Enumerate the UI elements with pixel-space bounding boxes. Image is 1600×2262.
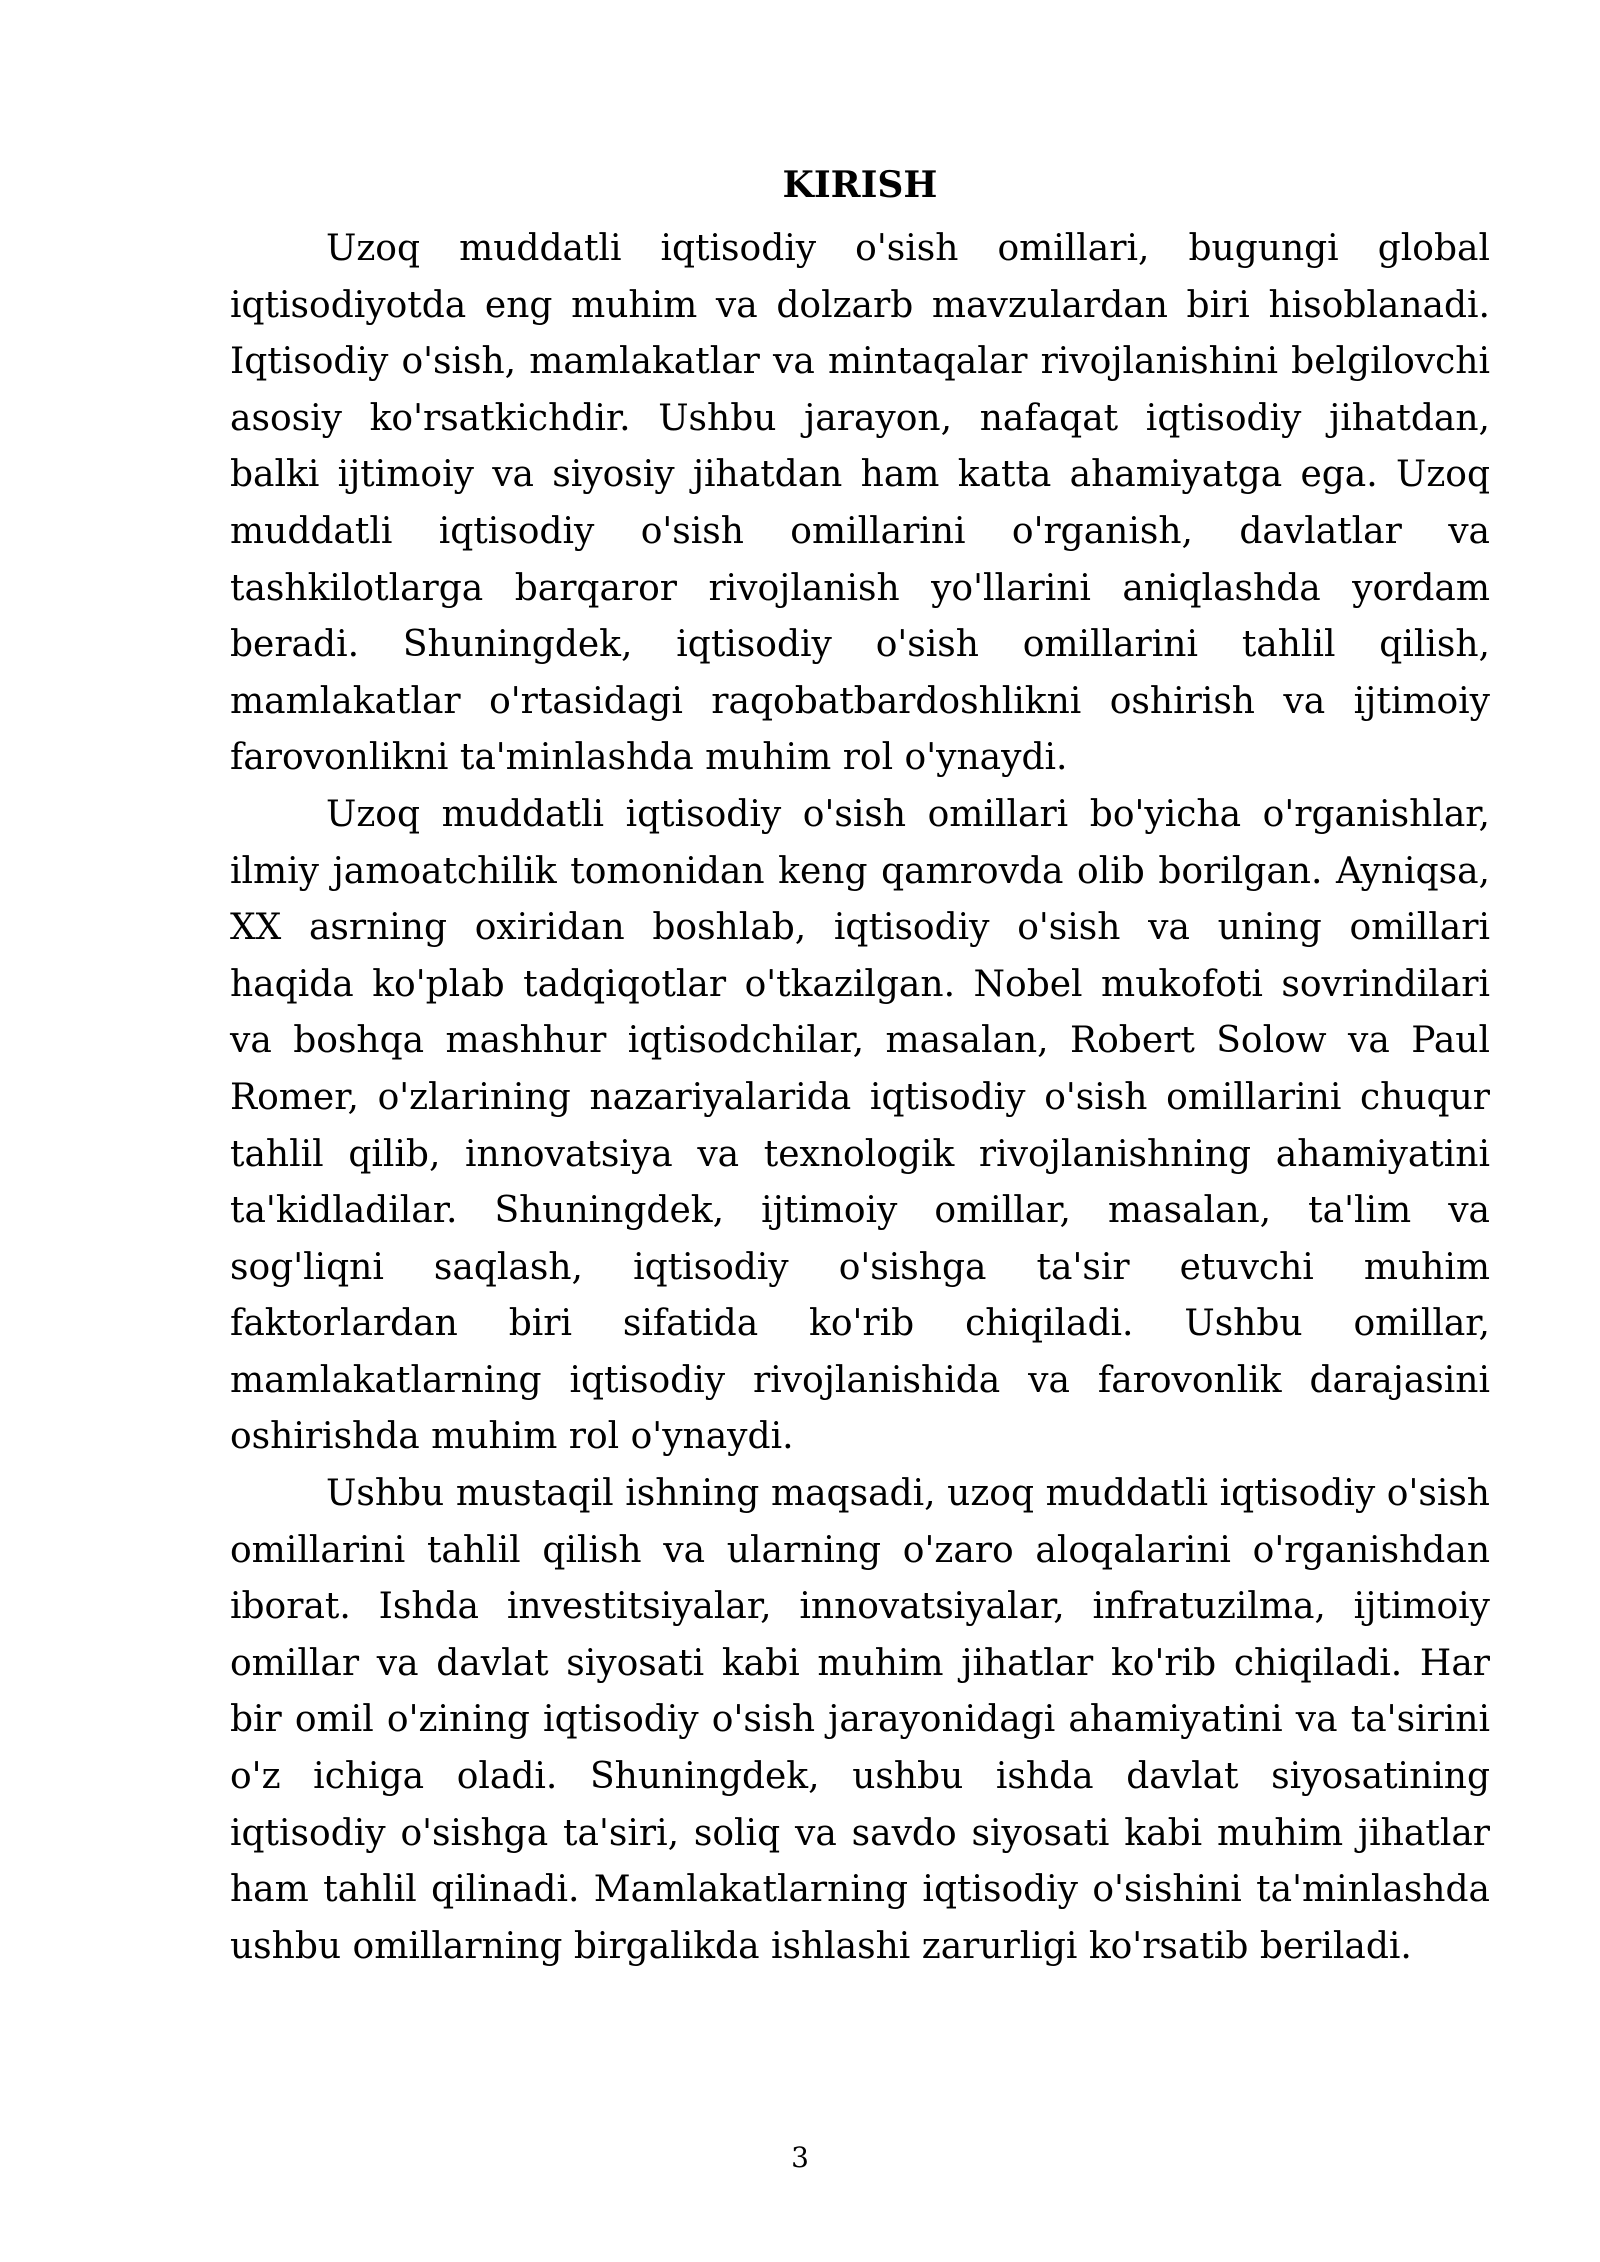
page-number: 3 [791, 2141, 809, 2174]
paragraph-1: Uzoq muddatli iqtisodiy o'sish omillari, bugungi global iqtisodiyotda eng muhim va dolzarb mavzulardan biri hisoblanadi. Iqtisodiy o'sish, mamlakatlar va mintaqalar rivojlanishini belgilovchi asosiy ko'rsatkichdir. Ushbu jarayon, nafaqat iqtisodiy jihatdan, balki ijtimoiy va siyosiy jihatdan ham katta ahamiyatga ega. Uzoq muddatli iqtisodiy o'sish omillarini o'rganish, davlatlar va tashkilotlarga barqaror rivojlanish yo'llarini aniqlashda yordam beradi. Shuningdek, iqtisodiy o'sish omillarini tahlil qilish, mamlakatlar o'rtasidagi raqobatbardoshlikni oshirish va ijtimoiy farovonlikni ta'minlashda muhim rol o'ynaydi. [230, 228, 1490, 779]
paragraph-3: Ushbu mustaqil ishning maqsadi, uzoq muddatli iqtisodiy o'sish omillarini tahlil qilish va ularning o'zaro aloqalarini o'rganishdan iborat. Ishda investitsiyalar, innovatsiyalar, infratuzilma, ijtimoiy omillar va davlat siyosati kabi muhim jihatlar ko'rib chiqiladi. Har bir omil o'zining iqtisodiy o'sish jarayonidagi ahamiyatini va ta'sirini o'z ichiga oladi. Shuningdek, ushbu ishda davlat siyosatining iqtisodiy o'sishga ta'siri, soliq va savdo siyosati kabi muhim jihatlar ham tahlil qilinadi. Mamlakatlarning iqtisodiy o'sishini ta'minlashda ushbu omillarning birgalikda ishlashi zarurligi ko'rsatib beriladi. [230, 1473, 1490, 1967]
page-content [230, 155, 1490, 1975]
page-title: KIRISH [782, 164, 938, 206]
paragraph-2: Uzoq muddatli iqtisodiy o'sish omillari bo'yicha o'rganishlar, ilmiy jamoatchilik tomonidan keng qamrovda olib borilgan. Ayniqsa, XX asrning oxiridan boshlab, iqtisodiy o'sish va uning omillari haqida ko'plab tadqiqotlar o'tkazilgan. Nobel mukofoti sovrindilari va boshqa mashhur iqtisodchilar, masalan, Robert Solow va Paul Romer, o'zlarining nazariyalarida iqtisodiy o'sish omillarini chuqur tahlil qilib, innovatsiya va texnologik rivojlanishning ahamiyatini ta'kidladilar. Shuningdek, ijtimoiy omillar, masalan, ta'lim va sog'liqni saqlash, iqtisodiy o'sishga ta'sir etuvchi muhim faktorlardan biri sifatida ko'rib chiqiladi. Ushbu omillar, mamlakatlarning iqtisodiy rivojlanishida va farovonlik darajasini oshirishda muhim rol o'ynaydi. [230, 793, 1490, 1458]
